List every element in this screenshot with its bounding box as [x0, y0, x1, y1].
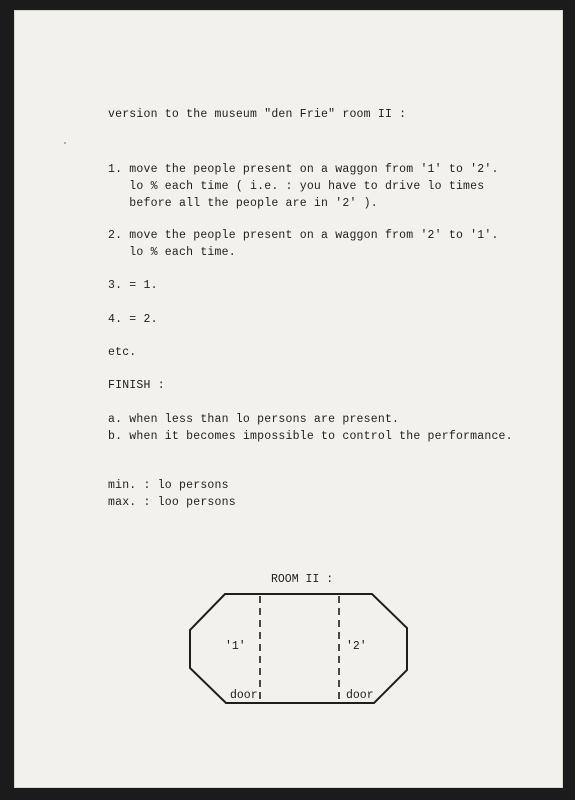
- document-heading: version to the museum "den Frie" room II :: [108, 108, 407, 121]
- max-persons: max. : loo persons: [108, 496, 236, 509]
- finish-title: FINISH :: [108, 379, 165, 392]
- area-1-label: '1': [225, 640, 246, 653]
- item-1-line-3: before all the people are in '2' ).: [108, 197, 378, 210]
- room-outline: [190, 594, 407, 703]
- min-persons: min. : lo persons: [108, 479, 229, 492]
- area-2-label: '2': [346, 640, 367, 653]
- finish-a: a. when less than lo persons are present.: [108, 413, 400, 426]
- item-1-line-1: 1. move the people present on a waggon from '1' to '2'.: [108, 163, 499, 176]
- etc-line: etc.: [108, 346, 137, 359]
- step-3: 3. = 1.: [108, 279, 158, 292]
- room-title: ROOM II :: [271, 573, 334, 586]
- item-2-line-1: 2. move the people present on a waggon from '2' to '1'.: [108, 229, 499, 242]
- step-4: 4. = 2.: [108, 313, 158, 326]
- item-2-line-2: lo % each time.: [108, 246, 236, 259]
- finish-b: b. when it becomes impossible to control the performance.: [108, 430, 513, 443]
- door-left-label: door: [230, 689, 258, 702]
- door-right-label: door: [346, 689, 374, 702]
- item-1-line-2: lo % each time ( i.e. : you have to drive lo times: [108, 180, 485, 193]
